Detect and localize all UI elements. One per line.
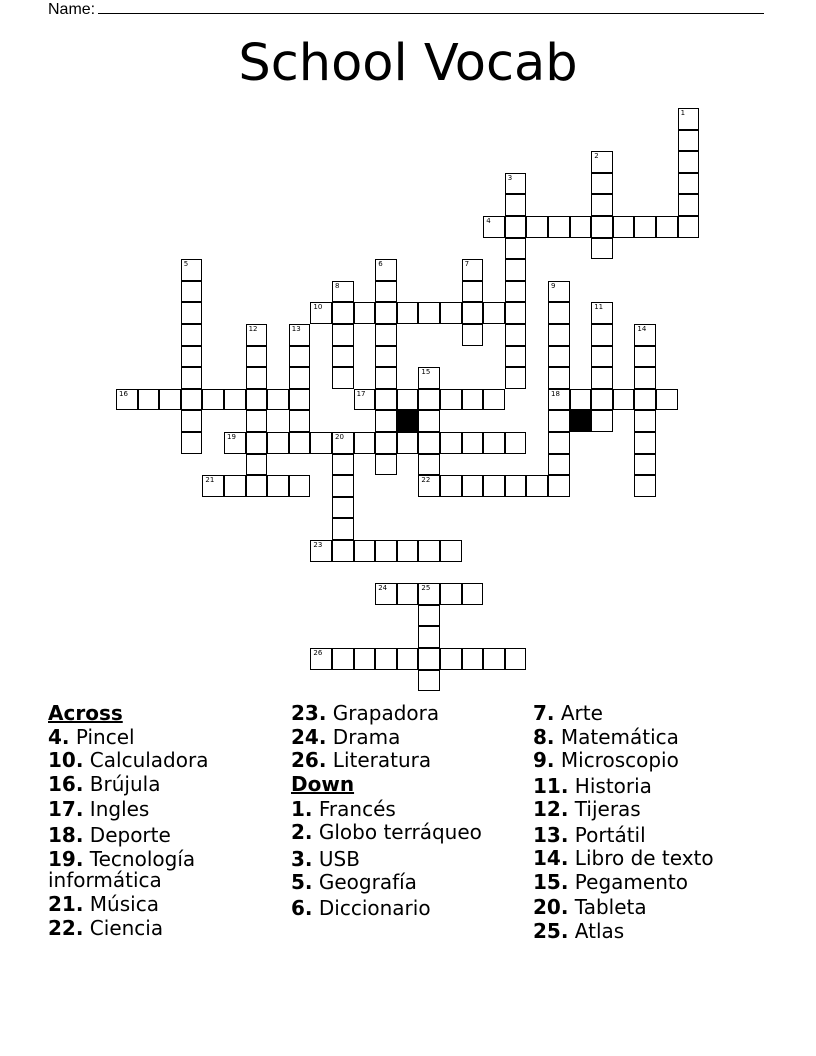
clue-down-20: 20. Tableta (533, 895, 647, 919)
crossword-cell[interactable] (375, 367, 397, 389)
crossword-cell[interactable] (570, 389, 592, 411)
crossword-cell[interactable] (505, 324, 527, 346)
crossword-cell[interactable] (505, 281, 527, 303)
crossword-cell[interactable] (678, 173, 700, 195)
crossword-cell[interactable] (548, 281, 570, 303)
clue-across-17: 17. Ingles (48, 797, 150, 821)
crossword-cell[interactable] (354, 648, 376, 670)
crossword-cell[interactable] (678, 216, 700, 238)
clue-down-7: 7. Arte (533, 701, 603, 725)
crossword-cell[interactable] (418, 454, 440, 476)
crossword-cell[interactable] (678, 108, 700, 130)
crossword-cell[interactable] (678, 194, 700, 216)
crossword-cell[interactable] (591, 389, 613, 411)
crossword-cell[interactable] (375, 583, 397, 605)
crossword-cell[interactable] (289, 432, 311, 454)
crossword-cell[interactable] (505, 367, 527, 389)
crossword-cell[interactable] (375, 648, 397, 670)
crossword-cell[interactable] (332, 432, 354, 454)
crossword-cell[interactable] (181, 432, 203, 454)
clue-number: 16 (119, 389, 128, 398)
crossword-cell[interactable] (678, 130, 700, 152)
crossword-cell[interactable] (375, 346, 397, 368)
crossword-cell[interactable] (440, 389, 462, 411)
clue-number: 10 (313, 303, 323, 312)
clue-down-15: 15. Pegamento (533, 869, 688, 894)
crossword-cell[interactable] (159, 389, 181, 411)
clue-number: 15 (421, 368, 431, 377)
crossword-cell[interactable] (224, 389, 246, 411)
crossword-cell[interactable] (634, 216, 656, 238)
crossword-cell[interactable] (397, 583, 419, 605)
crossword-cell[interactable] (375, 302, 397, 324)
crossword-cell[interactable] (462, 324, 484, 346)
crossword-cell[interactable] (181, 259, 203, 281)
clue-number: 5 (183, 260, 189, 269)
crossword-cell[interactable] (505, 216, 527, 238)
clue-down-1: 1. Francés (291, 797, 396, 821)
crossword-cell[interactable] (267, 475, 289, 497)
crossword-cell[interactable] (246, 432, 268, 454)
crossword-cell[interactable] (246, 389, 268, 411)
crossword-cell[interactable] (591, 194, 613, 216)
crossword-cell[interactable] (397, 432, 419, 454)
crossword-cell[interactable] (310, 302, 332, 324)
crossword-cell[interactable] (246, 454, 268, 476)
clue-number: 12 (248, 325, 258, 333)
crossword-cell[interactable] (289, 346, 311, 368)
crossword-cell[interactable] (332, 648, 354, 670)
clue-down-2: 2. Globo terráqueo (291, 819, 482, 844)
crossword-cell[interactable] (375, 324, 397, 346)
clue-across-21: 21. Música (48, 892, 159, 916)
crossword-cell[interactable] (548, 324, 570, 346)
crossword-cell[interactable] (548, 432, 570, 454)
crossword-cell[interactable] (354, 432, 376, 454)
clue-number: 24 (378, 584, 388, 593)
crossword-cell[interactable] (462, 259, 484, 281)
crossword-cell[interactable] (505, 302, 527, 324)
crossword-cell[interactable] (375, 389, 397, 411)
clue-number: 13 (291, 325, 301, 333)
clue-down-9: 9. Microscopio (533, 748, 679, 772)
clue-across-16: 16. Brújula (48, 771, 161, 796)
black-square (570, 410, 592, 432)
crossword-cell[interactable] (440, 648, 462, 670)
clue-number: 20 (335, 433, 344, 441)
crossword-cell[interactable] (181, 281, 203, 303)
clue-column-2 (291, 702, 531, 920)
crossword-cell[interactable] (591, 216, 613, 238)
crossword-cell[interactable] (505, 648, 527, 670)
crossword-cell[interactable] (505, 259, 527, 281)
crossword-cell[interactable] (505, 194, 527, 216)
crossword-cell[interactable] (591, 302, 613, 324)
clue-number: 22 (421, 476, 431, 485)
clue-number: 3 (507, 173, 513, 182)
crossword-cell[interactable] (548, 302, 570, 324)
crossword-cell[interactable] (440, 302, 462, 324)
clue-across-4: 4. Pincel (48, 724, 135, 749)
crossword-cell[interactable] (397, 389, 419, 411)
crossword-cell[interactable] (548, 216, 570, 238)
crossword-cell[interactable] (440, 432, 462, 454)
crossword-cell[interactable] (289, 367, 311, 389)
crossword-cell[interactable] (418, 389, 440, 411)
clue-number: 19 (227, 433, 236, 441)
crossword-cell[interactable] (418, 432, 440, 454)
clue-number: 21 (205, 476, 215, 485)
crossword-cell[interactable] (462, 302, 484, 324)
crossword-cell[interactable] (483, 648, 505, 670)
crossword-cell[interactable] (483, 302, 505, 324)
clue-down-13: 13. Portátil (533, 822, 646, 847)
crossword-cell[interactable] (634, 324, 656, 346)
crossword-cell[interactable] (591, 324, 613, 346)
clue-across-23: 23. Grapadora (291, 701, 440, 725)
crossword-cell[interactable] (526, 216, 548, 238)
crossword-cell[interactable] (591, 173, 613, 195)
crossword-cell[interactable] (332, 540, 354, 562)
clue-down-25: 25. Atlas (533, 918, 625, 943)
clue-number: 25 (421, 584, 431, 593)
crossword-cell[interactable] (181, 302, 203, 324)
clue-number: 9 (551, 281, 556, 290)
crossword-cell[interactable] (375, 410, 397, 432)
clue-down-14: 14. Libro de texto (533, 846, 714, 870)
crossword-cell[interactable] (483, 389, 505, 411)
crossword-cell[interactable] (181, 346, 203, 368)
crossword-cell[interactable] (181, 410, 203, 432)
crossword-cell[interactable] (656, 216, 678, 238)
crossword-cell[interactable] (483, 475, 505, 497)
clue-across-24: 24. Drama (291, 724, 401, 749)
crossword-cell[interactable] (634, 367, 656, 389)
clue-number: 8 (335, 281, 340, 290)
crossword-cell[interactable] (418, 475, 440, 497)
crossword-cell[interactable] (591, 151, 613, 173)
crossword-cell[interactable] (246, 410, 268, 432)
clue-down-8: 8. Matemática (533, 724, 679, 749)
crossword-cell[interactable] (246, 346, 268, 368)
crossword-cell[interactable] (570, 216, 592, 238)
crossword-cell[interactable] (375, 259, 397, 281)
clue-number: 14 (637, 325, 647, 333)
clue-column-1 (48, 702, 288, 940)
crossword-cell[interactable] (246, 324, 268, 346)
crossword-cell[interactable] (246, 475, 268, 497)
crossword-cell[interactable] (678, 151, 700, 173)
crossword-cell[interactable] (656, 389, 678, 411)
crossword-cell[interactable] (116, 389, 138, 411)
crossword-cell[interactable] (224, 475, 246, 497)
crossword-cell[interactable] (310, 540, 332, 562)
crossword-cell[interactable] (548, 410, 570, 432)
crossword-cell[interactable] (310, 648, 332, 670)
clue-across-19: 19. Tecnología informática (48, 847, 196, 892)
crossword-cell[interactable] (332, 518, 354, 540)
crossword-cell[interactable] (246, 367, 268, 389)
name-label: Name: (48, 1, 96, 18)
clue-across-18: 18. Deporte (48, 822, 171, 847)
crossword-cell[interactable] (613, 216, 635, 238)
clue-down-6: 6. Diccionario (291, 895, 431, 920)
crossword-cell[interactable] (332, 302, 354, 324)
crossword-cell[interactable] (289, 324, 311, 346)
crossword-cell[interactable] (591, 367, 613, 389)
crossword-cell[interactable] (224, 432, 246, 454)
crossword-cell[interactable] (418, 648, 440, 670)
crossword-cell[interactable] (375, 540, 397, 562)
clue-number: 17 (356, 389, 366, 398)
crossword-cell[interactable] (613, 389, 635, 411)
clue-number: 1 (680, 109, 686, 117)
clue-number: 4 (486, 217, 491, 225)
crossword-cell[interactable] (375, 281, 397, 303)
across-heading: Across (48, 701, 123, 725)
crossword-cell[interactable] (591, 410, 613, 432)
crossword-cell[interactable] (505, 346, 527, 368)
crossword-cell[interactable] (354, 302, 376, 324)
crossword-cell[interactable] (181, 389, 203, 411)
crossword-cell[interactable] (462, 281, 484, 303)
clue-number: 23 (313, 541, 323, 549)
crossword-cell[interactable] (548, 346, 570, 368)
crossword-cell[interactable] (375, 454, 397, 476)
clue-column-3 (533, 702, 773, 943)
down-heading: Down (291, 771, 355, 796)
crossword-cell[interactable] (332, 454, 354, 476)
clue-number: 7 (464, 260, 470, 269)
clue-down-12: 12. Tijeras (533, 797, 641, 821)
crossword-cell[interactable] (591, 238, 613, 260)
crossword-cell[interactable] (332, 367, 354, 389)
crossword-cell[interactable] (332, 497, 354, 519)
clue-number: 6 (378, 260, 383, 269)
crossword-cell[interactable] (332, 475, 354, 497)
clue-down-3: 3. USB (291, 846, 360, 871)
clue-down-11: 11. Historia (533, 773, 652, 798)
crossword-cell[interactable] (267, 432, 289, 454)
crossword-cell[interactable] (418, 302, 440, 324)
crossword-cell[interactable] (634, 389, 656, 411)
crossword-cell[interactable] (462, 583, 484, 605)
crossword-cell[interactable] (634, 454, 656, 476)
crossword-cell[interactable] (397, 648, 419, 670)
crossword-cell[interactable] (462, 389, 484, 411)
crossword-cell[interactable] (418, 367, 440, 389)
crossword-cell[interactable] (418, 410, 440, 432)
black-square (397, 410, 419, 432)
crossword-cell[interactable] (354, 389, 376, 411)
crossword-cell[interactable] (375, 432, 397, 454)
crossword-cell[interactable] (289, 389, 311, 411)
crossword-cell[interactable] (634, 475, 656, 497)
clue-across-10: 10. Calculadora (48, 748, 209, 772)
clue-across-22: 22. Ciencia (48, 915, 164, 940)
clue-number: 18 (551, 389, 560, 398)
crossword-cell[interactable] (418, 605, 440, 627)
crossword-cell[interactable] (548, 367, 570, 389)
crossword-cell[interactable] (505, 173, 527, 195)
crossword-cell[interactable] (548, 389, 570, 411)
crossword-cell[interactable] (505, 475, 527, 497)
crossword-cell[interactable] (418, 540, 440, 562)
crossword-cell[interactable] (181, 324, 203, 346)
crossword-cell[interactable] (267, 389, 289, 411)
puzzle-title: School Vocab (238, 34, 578, 93)
crossword-cell[interactable] (310, 432, 332, 454)
crossword-cell[interactable] (462, 648, 484, 670)
crossword-cell[interactable] (418, 670, 440, 692)
crossword-cell[interactable] (634, 410, 656, 432)
crossword-cell[interactable] (440, 583, 462, 605)
crossword-cell[interactable] (418, 583, 440, 605)
crossword-cell[interactable] (332, 324, 354, 346)
crossword-cell[interactable] (483, 216, 505, 238)
crossword-cell[interactable] (462, 432, 484, 454)
clue-number: 2 (594, 152, 599, 161)
crossword-cell[interactable] (483, 432, 505, 454)
clue-number: 26 (313, 649, 323, 657)
clue-down-5: 5. Geografía (291, 870, 417, 894)
crossword-cell[interactable] (138, 389, 160, 411)
crossword-cell[interactable] (634, 432, 656, 454)
crossword-cell[interactable] (462, 475, 484, 497)
crossword-cell[interactable] (202, 389, 224, 411)
crossword-cell[interactable] (634, 346, 656, 368)
crossword-cell[interactable] (202, 475, 224, 497)
crossword-cell[interactable] (418, 626, 440, 648)
crossword-cell[interactable] (505, 238, 527, 260)
crossword-cell[interactable] (332, 346, 354, 368)
crossword-cell[interactable] (332, 281, 354, 303)
crossword-cell[interactable] (440, 540, 462, 562)
crossword-cell[interactable] (440, 475, 462, 497)
crossword-cell[interactable] (505, 432, 527, 454)
crossword-cell[interactable] (548, 475, 570, 497)
crossword-cell[interactable] (548, 454, 570, 476)
crossword-cell[interactable] (181, 367, 203, 389)
clue-across-26: 26. Literatura (291, 748, 432, 772)
crossword-cell[interactable] (289, 475, 311, 497)
clue-number: 11 (594, 303, 604, 312)
crossword-cell[interactable] (354, 540, 376, 562)
crossword-cell[interactable] (591, 346, 613, 368)
crossword-cell[interactable] (397, 302, 419, 324)
crossword-cell[interactable] (289, 410, 311, 432)
crossword-cell[interactable] (397, 540, 419, 562)
crossword-cell[interactable] (526, 475, 548, 497)
